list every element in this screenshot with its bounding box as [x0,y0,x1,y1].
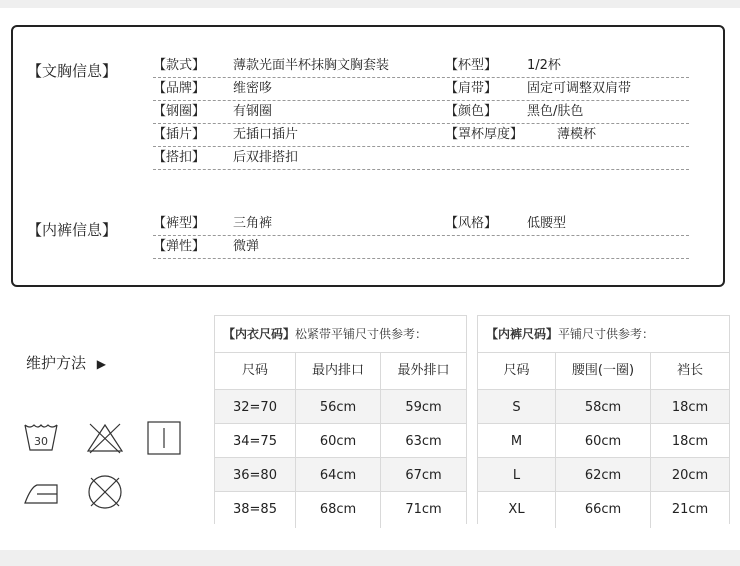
table-cell: 67cm [380,458,466,494]
no-tumble-dry-icon [85,472,125,512]
bra-info-label: 【钢圈】 [153,104,206,119]
table-cell: 18cm [650,424,729,460]
bra-info-value: 1/2杯 [527,58,561,73]
panty-info-label: 【风格】 [445,216,498,231]
panty-info-row [153,212,689,236]
bra-info-label: 【插片】 [153,127,206,142]
panty-info-label: 【弹性】 [153,239,206,254]
table-caption-bold: 【内裤尺码】 [486,327,559,341]
table-cell: 58cm [555,390,650,426]
table-header-row [478,353,729,389]
bra-info-row [153,54,689,78]
table-cell: 56cm [295,390,380,426]
table-cell: 21cm [650,492,729,528]
table-header-cell: 最内排口 [295,353,380,389]
low-iron-icon [23,477,59,507]
play-arrow-icon: ▶ [96,357,107,371]
table-cell: 18cm [650,390,729,426]
table-caption-rest: 松紧带平铺尺寸供参考： [295,327,428,341]
bra-info-row [153,123,689,147]
panty-info-title: 【内裤信息】 [27,221,118,239]
panty-info-value: 低腰型 [527,216,567,231]
table-cell: M [510,434,523,449]
panty-size-table [477,315,730,524]
bra-info-label: 【杯型】 [445,58,498,73]
table-cell: 38=85 [233,502,277,517]
bra-info-label: 【品牌】 [153,81,206,96]
bra-info-row [153,146,689,170]
table-cell: 36=80 [233,468,277,483]
bra-info-value: 薄款光面半杯抹胸文胸套装 [233,58,390,73]
drip-dry-icon [147,421,181,455]
table-cell: 60cm [555,424,650,460]
table-cell: 34=75 [233,434,277,449]
panty-info-value: 微弹 [233,239,260,254]
table-header-row [215,353,466,389]
table-caption-bold: 【内衣尺码】 [223,327,296,341]
table-caption [478,316,654,352]
wash-temperature: 30 [34,435,48,448]
bra-info-label: 【款式】 [153,58,206,73]
bra-info-value: 后双排搭扣 [233,150,299,165]
table-row [478,424,729,460]
table-cell: L [512,468,521,483]
table-cell: 60cm [295,424,380,460]
table-cell: S [512,400,521,415]
table-row [215,424,466,460]
table-row [215,390,466,426]
bra-info-label: 【颜色】 [445,104,498,119]
table-header-cell: 最外排口 [380,353,466,389]
panty-info-value: 三角裤 [233,216,273,231]
table-cell: 20cm [650,458,729,494]
product-info-box [11,25,725,287]
table-cell: 64cm [295,458,380,494]
bra-info-value: 有钢圈 [233,104,273,119]
table-cell: 62cm [555,458,650,494]
table-header-cell: 尺码 [241,363,268,378]
table-cell: 68cm [295,492,380,528]
table-row [478,390,729,426]
table-row [478,492,729,528]
bra-info-value: 薄模杯 [557,127,597,142]
bra-info-row [153,77,689,101]
bra-info-value: 黑色/肤色 [527,104,584,119]
table-row [478,458,729,494]
wash-30-icon [22,420,60,454]
table-row [215,492,466,528]
bra-info-label: 【搭扣】 [153,150,206,165]
bra-info-label: 【肩带】 [445,81,498,96]
table-cell: 32=70 [233,400,277,415]
bra-info-title: 【文胸信息】 [27,62,118,80]
no-bleach-icon [85,421,125,455]
panty-info-label: 【裤型】 [153,216,206,231]
table-row [215,458,466,494]
bra-info-label: 【罩杯厚度】 [445,127,524,142]
table-header-cell: 裆长 [650,353,729,389]
table-cell: 71cm [380,492,466,528]
table-header-cell: 尺码 [503,363,530,378]
care-title [26,352,106,373]
bra-info-value: 固定可调整双肩带 [527,81,632,96]
table-cell: 63cm [380,424,466,460]
table-caption-rest: 平铺尺寸供参考： [558,327,655,341]
table-cell: 59cm [380,390,466,426]
bra-size-table [214,315,467,524]
table-header-cell: 腰围(一圈) [555,353,650,389]
table-caption [215,316,427,352]
panty-info-row [153,235,689,259]
care-title-text: 维护方法 [26,354,87,372]
bra-info-row [153,100,689,124]
table-cell: 66cm [555,492,650,528]
table-cell: XL [508,502,525,517]
bra-info-value: 维密哆 [233,81,273,96]
bra-info-value: 无插口插片 [233,127,299,142]
